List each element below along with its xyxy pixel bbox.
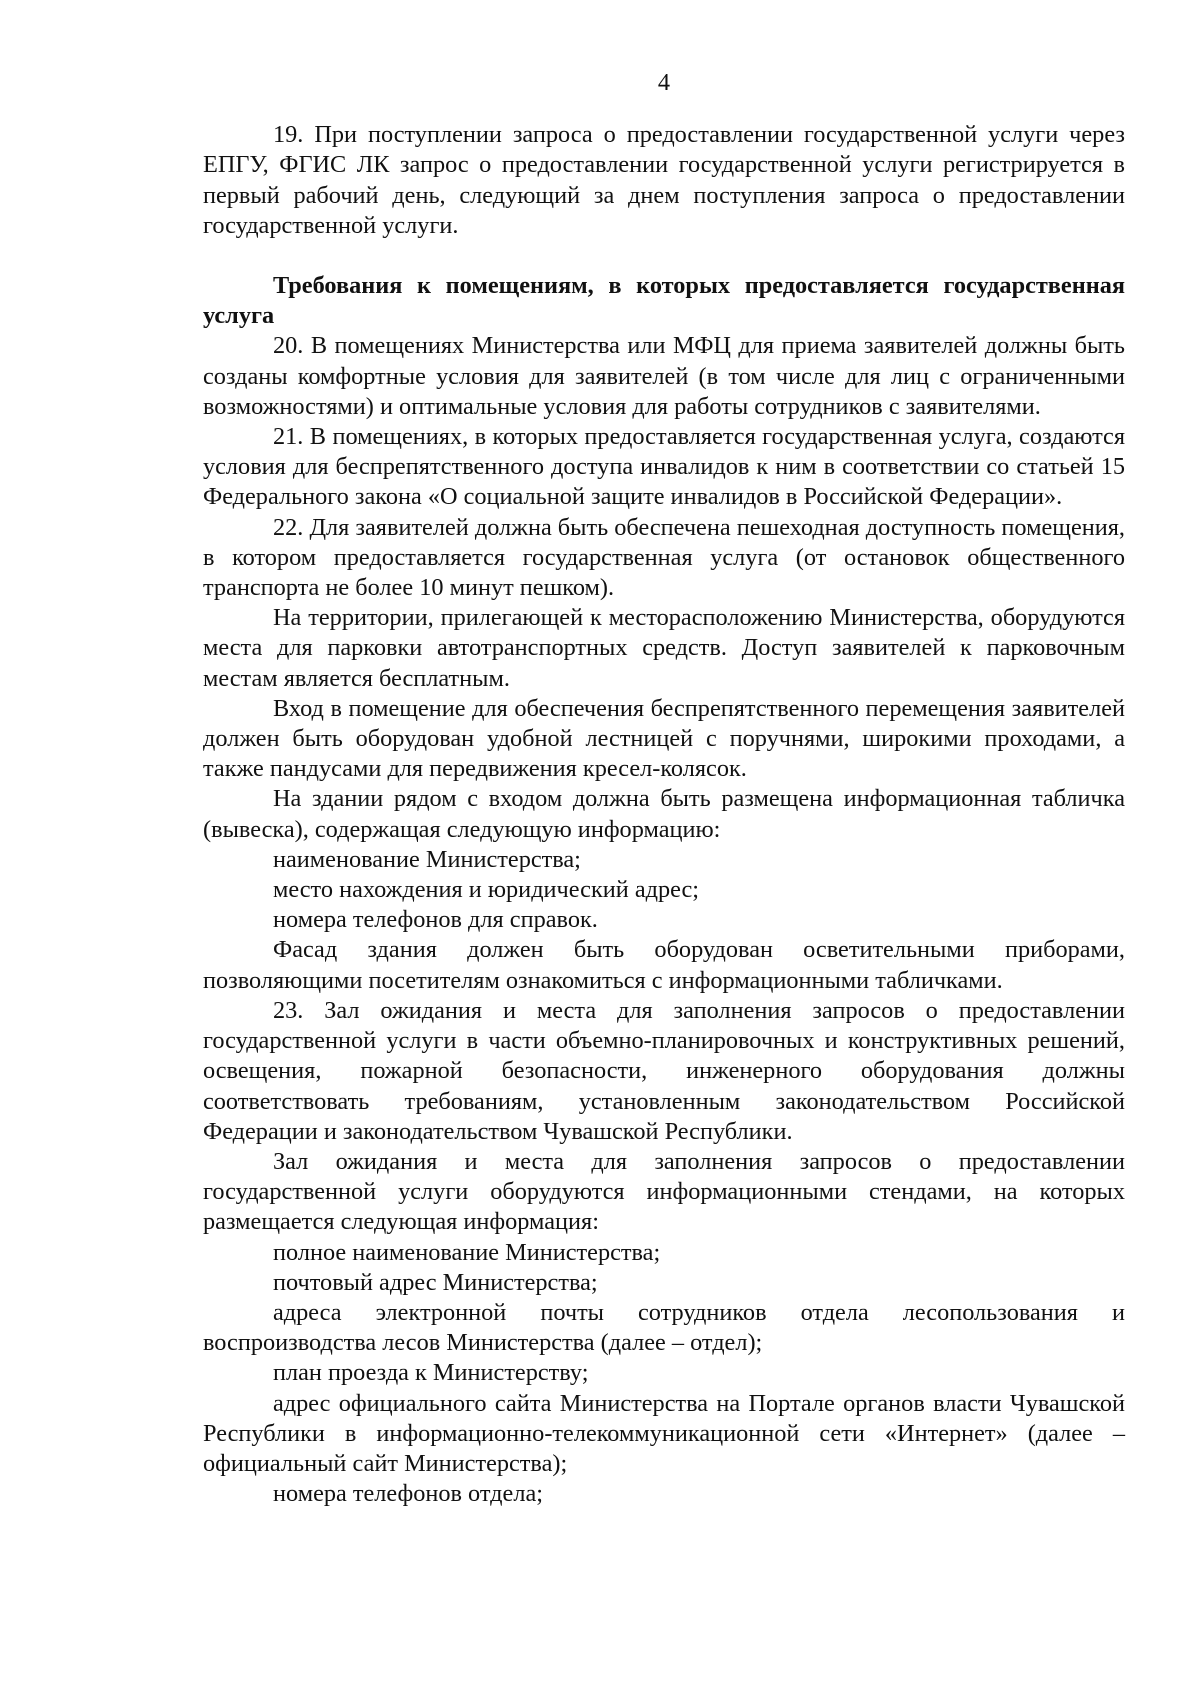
paragraph-facade: Фасад здания должен быть оборудован осветительными приборами, позволяющими посетителям ознакомиться с информационными табличками. (203, 936, 1125, 994)
page-number: 4 (657, 69, 671, 96)
section-heading: Требования к помещениям, в которых предоставляется государственная услуга (203, 272, 1125, 330)
paragraph-22: 22. Для заявителей должна быть обеспечена пешеходная доступность помещения, в котором предоставляется государственная услуга (от остановок общественного транспорта не более 10 минут пешком). (203, 513, 1125, 602)
paragraph-19: 19. При поступлении запроса о предоставлении государственной услуги через ЕПГУ, ФГИС ЛК запрос о предоставлении государственной услуги регистрируется в первый рабочий день, следующий за днем поступления запроса о предоставлении государственной услуги. (203, 121, 1125, 239)
paragraph-parking: На территории, прилегающей к месторасположению Министерства, оборудуются места для парковки автотранспортных средств. Доступ заявителей к парковочным местам является бесплатным. (203, 604, 1125, 692)
list-item: план проезда к Министерству; (273, 1359, 589, 1387)
list-item: полное наименование Министерства; (273, 1238, 661, 1266)
paragraph-21: 21. В помещениях, в которых предоставляется государственная услуга, создаются условия для беспрепятственного доступа инвалидов к ним в соответствии со статьей 15 Федерального закона «О социальной защите инвалидов в Российской Федерации». (203, 423, 1125, 511)
paragraph-20: 20. В помещениях Министерства или МФЦ для приема заявителей должны быть созданы комфортные условия для заявителей (в том числе для лиц с ограниченными возможностями) и оптимальные условия для работы сотрудников с заявителями. (203, 332, 1125, 420)
paragraph-sign: На здании рядом с входом должна быть размещена информационная табличка (вывеска), содержащая следующую информацию: (203, 785, 1125, 843)
list-item: адреса электронной почты сотрудников отдела лесопользования и воспроизводства лесов Министерства (далее – отдел); (203, 1298, 1125, 1357)
paragraph-stands: Зал ожидания и места для заполнения запросов о предоставлении государственной услуги оборудуются информационными стендами, на которых размещается следующая информация: (203, 1147, 1125, 1236)
paragraph-entrance: Вход в помещение для обеспечения беспрепятственного перемещения заявителей должен быть оборудован удобной лестницей с поручнями, широкими проходами, а также пандусами для передвижения кресел-колясок. (203, 694, 1125, 783)
list-item: место нахождения и юридический адрес; (273, 876, 700, 904)
list-item: номера телефонов отдела; (273, 1480, 543, 1508)
list-item: наименование Министерства; (273, 845, 581, 873)
list-item: почтовый адрес Министерства; (273, 1268, 598, 1296)
paragraph-23: 23. Зал ожидания и места для заполнения запросов о предоставлении государственной услуги в части объемно-планировочных и конструктивных решений, освещения, пожарной безопасности, инженерного оборудования должны соответствовать требованиям, установленным законодательством Российской Федерации и законодательством Чувашской Республики. (203, 996, 1125, 1145)
document-page (203, 68, 1125, 1509)
list-item: номера телефонов для справок. (273, 906, 598, 934)
list-item: адрес официального сайта Министерства на Портале органов власти Чувашской Республики в информационно-телекоммуникационной сети «Интернет» (далее – официальный сайт Министерства); (203, 1389, 1125, 1477)
